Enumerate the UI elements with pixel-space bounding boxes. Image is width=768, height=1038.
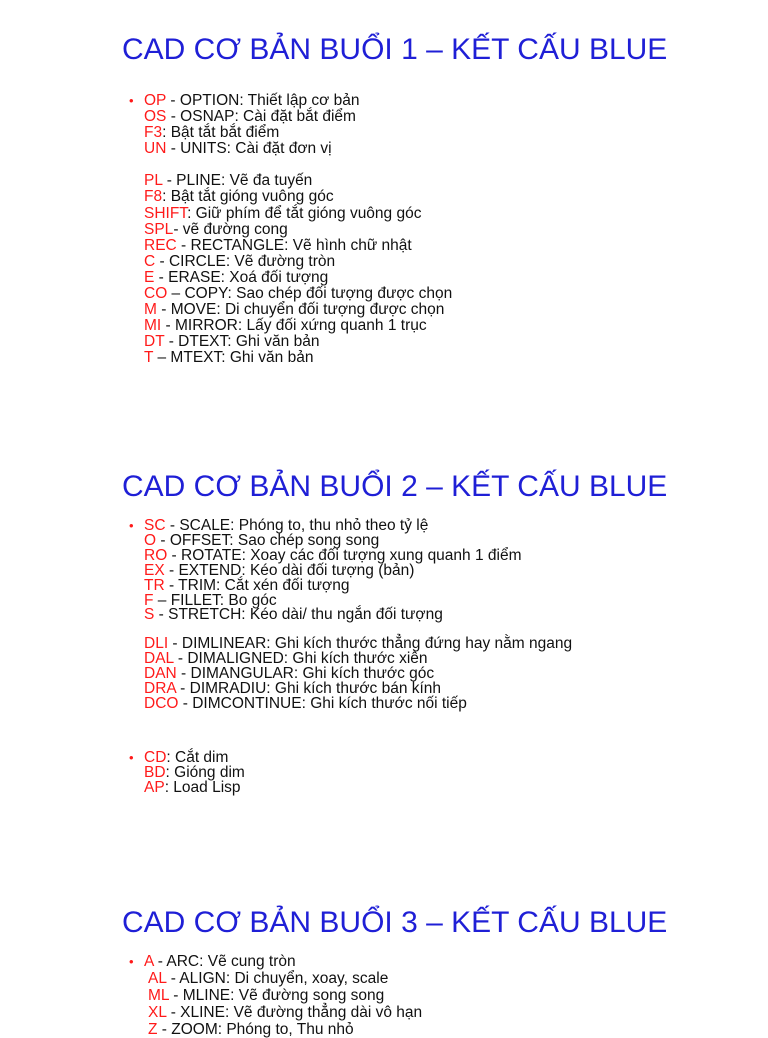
shortcut-code: S	[144, 606, 155, 624]
shortcut-code: SPL	[144, 220, 174, 238]
shortcut-desc: – COPY: Sao chép đối tượng được chọn	[167, 285, 453, 303]
shortcut-desc: - DTEXT: Ghi văn bản	[164, 333, 320, 351]
bullet-icon: •	[129, 518, 134, 533]
list-item	[144, 608, 522, 623]
shortcut-desc: – FILLET: Bo góc	[153, 591, 277, 609]
list-item	[144, 173, 452, 189]
shortcut-code: SC	[144, 517, 166, 534]
list-item	[144, 286, 452, 302]
list-item	[129, 92, 452, 109]
shortcut-code: Z	[148, 1021, 158, 1038]
shortcut-desc: - MLINE: Vẽ đường song song	[168, 987, 385, 1004]
slide-title: CAD CƠ BẢN BUỔI 3 – KẾT CẤU BLUE	[122, 906, 668, 939]
shortcut-desc: - ROTATE: Xoay các đối tượng xung quanh 1 điểm	[167, 546, 522, 564]
shortcut-code: A	[144, 953, 154, 970]
shortcut-code: E	[144, 268, 155, 286]
shortcut-code: RO	[144, 546, 168, 564]
shortcut-code: F	[144, 591, 154, 609]
shortcut-code: AP	[144, 778, 165, 796]
shortcut-desc: - DIMLINEAR: Ghi kích thước thẳng đứng hay nằm ngang	[168, 635, 573, 652]
shortcut-desc: - DIMANGULAR: Ghi kích thước góc	[176, 664, 435, 682]
shortcut-desc: - XLINE: Vẽ đường thẳng dài vô hạn	[166, 1004, 423, 1021]
list-item	[144, 141, 452, 157]
list-item	[144, 222, 452, 238]
shortcut-code: DT	[144, 333, 165, 351]
list-item	[144, 350, 452, 366]
list-item	[144, 189, 452, 205]
shortcut-desc: - RECTANGLE: Vẽ hình chữ nhật	[176, 236, 412, 254]
shortcut-code: EX	[144, 561, 165, 579]
shortcut-code: CD	[144, 749, 167, 766]
shortcut-code: DAL	[144, 649, 174, 667]
shortcut-desc: - OPTION: Thiết lập cơ bản	[166, 92, 360, 109]
shortcut-desc: - MOVE: Di chuyển đối tượng được chọn	[156, 301, 445, 319]
shortcut-code: REC	[144, 236, 177, 254]
list-item	[144, 318, 452, 334]
shortcut-code: F3	[144, 124, 163, 142]
list-item	[144, 694, 572, 712]
list-item	[144, 970, 422, 987]
list-item	[144, 254, 452, 270]
shortcut-code: M	[144, 301, 157, 319]
shortcut-code: DAN	[144, 664, 177, 682]
shortcut-desc: – MTEXT: Ghi văn bản	[153, 349, 314, 367]
shortcut-desc: - MIRROR: Lấy đối xứng quanh 1 trục	[161, 317, 427, 335]
slide-title: CAD CƠ BẢN BUỔI 2 – KẾT CẤU BLUE	[122, 470, 668, 503]
list-item	[144, 987, 422, 1004]
shortcut-code: AL	[148, 970, 167, 987]
shortcut-code: SHIFT	[144, 204, 188, 222]
shortcut-desc: : Gióng dim	[165, 763, 245, 781]
shortcut-desc: - ERASE: Xoá đối tượng	[154, 268, 329, 286]
shortcut-desc: : Bật tắt bắt điểm	[162, 124, 280, 142]
shortcut-code: C	[144, 252, 156, 270]
list-item	[144, 125, 452, 141]
list-item	[144, 109, 452, 125]
shortcut-list	[129, 517, 522, 624]
list-item	[144, 302, 452, 318]
shortcut-desc: - STRETCH: Kéo dài/ thu ngắn đối tượng	[154, 606, 443, 624]
shortcut-code: DCO	[144, 694, 179, 712]
shortcut-code: BD	[144, 763, 166, 781]
shortcut-desc: - SCALE: Phóng to, thu nhỏ theo tỷ lệ	[165, 517, 429, 534]
list-item	[144, 1004, 422, 1021]
bullet-icon: •	[129, 750, 134, 765]
list-item	[129, 953, 422, 970]
shortcut-code: DRA	[144, 679, 176, 697]
shortcut-code: CO	[144, 285, 168, 303]
list-spacer	[144, 157, 452, 173]
shortcut-code: T	[144, 349, 154, 367]
shortcut-desc: - DIMALIGNED: Ghi kích thước xiên	[173, 649, 428, 667]
shortcut-desc: - vẽ đường cong	[173, 220, 288, 238]
shortcut-code: ML	[148, 987, 169, 1004]
shortcut-desc: - OFFSET: Sao chép song song	[156, 531, 380, 549]
list-item	[144, 206, 452, 222]
slide-title: CAD CƠ BẢN BUỔI 1 – KẾT CẤU BLUE	[122, 33, 668, 66]
bullet-icon: •	[129, 93, 134, 108]
shortcut-code: UN	[144, 140, 167, 158]
shortcut-code: F8	[144, 188, 163, 206]
shortcut-list	[144, 637, 572, 712]
bullet-icon: •	[129, 954, 134, 969]
shortcut-list	[129, 92, 453, 367]
list-item	[144, 270, 452, 286]
shortcut-desc: : Cắt dim	[166, 749, 229, 766]
shortcut-desc: - OSNAP: Cài đặt bắt điểm	[166, 108, 356, 126]
shortcut-code: DLI	[144, 635, 169, 652]
shortcut-desc: - UNITS: Cài đặt đơn vị	[166, 140, 332, 158]
shortcut-desc: - EXTEND: Kéo dài đối tượng (bản)	[164, 561, 415, 579]
shortcut-code: MI	[144, 317, 162, 335]
shortcut-desc: - ALIGN: Di chuyển, xoay, scale	[166, 970, 389, 987]
shortcut-list	[129, 749, 245, 796]
list-item	[144, 334, 452, 350]
shortcut-desc: - TRIM: Cắt xén đối tượng	[164, 576, 350, 594]
shortcut-code: TR	[144, 576, 165, 594]
list-item	[144, 778, 245, 796]
shortcut-desc: : Giữ phím để tắt gióng vuông góc	[187, 204, 422, 222]
shortcut-desc: - PLINE: Vẽ đa tuyến	[162, 172, 313, 190]
shortcut-code: OS	[144, 108, 167, 126]
shortcut-desc: - DIMCONTINUE: Ghi kích thước nối tiếp	[178, 694, 467, 712]
shortcut-desc: - DIMRADIU: Ghi kích thước bán kính	[175, 679, 442, 697]
shortcut-desc: : Load Lisp	[164, 778, 241, 796]
shortcut-desc: : Bật tắt gióng vuông góc	[162, 188, 334, 206]
shortcut-desc: - ARC: Vẽ cung tròn	[153, 953, 296, 970]
shortcut-code: OP	[144, 92, 167, 109]
shortcut-code: XL	[148, 1004, 167, 1021]
shortcut-list	[129, 953, 423, 1038]
shortcut-code: PL	[144, 172, 163, 190]
shortcut-code: O	[144, 531, 157, 549]
list-item	[144, 238, 452, 254]
shortcut-desc: - ZOOM: Phóng to, Thu nhỏ	[157, 1021, 354, 1038]
shortcut-desc: - CIRCLE: Vẽ đường tròn	[155, 252, 336, 270]
